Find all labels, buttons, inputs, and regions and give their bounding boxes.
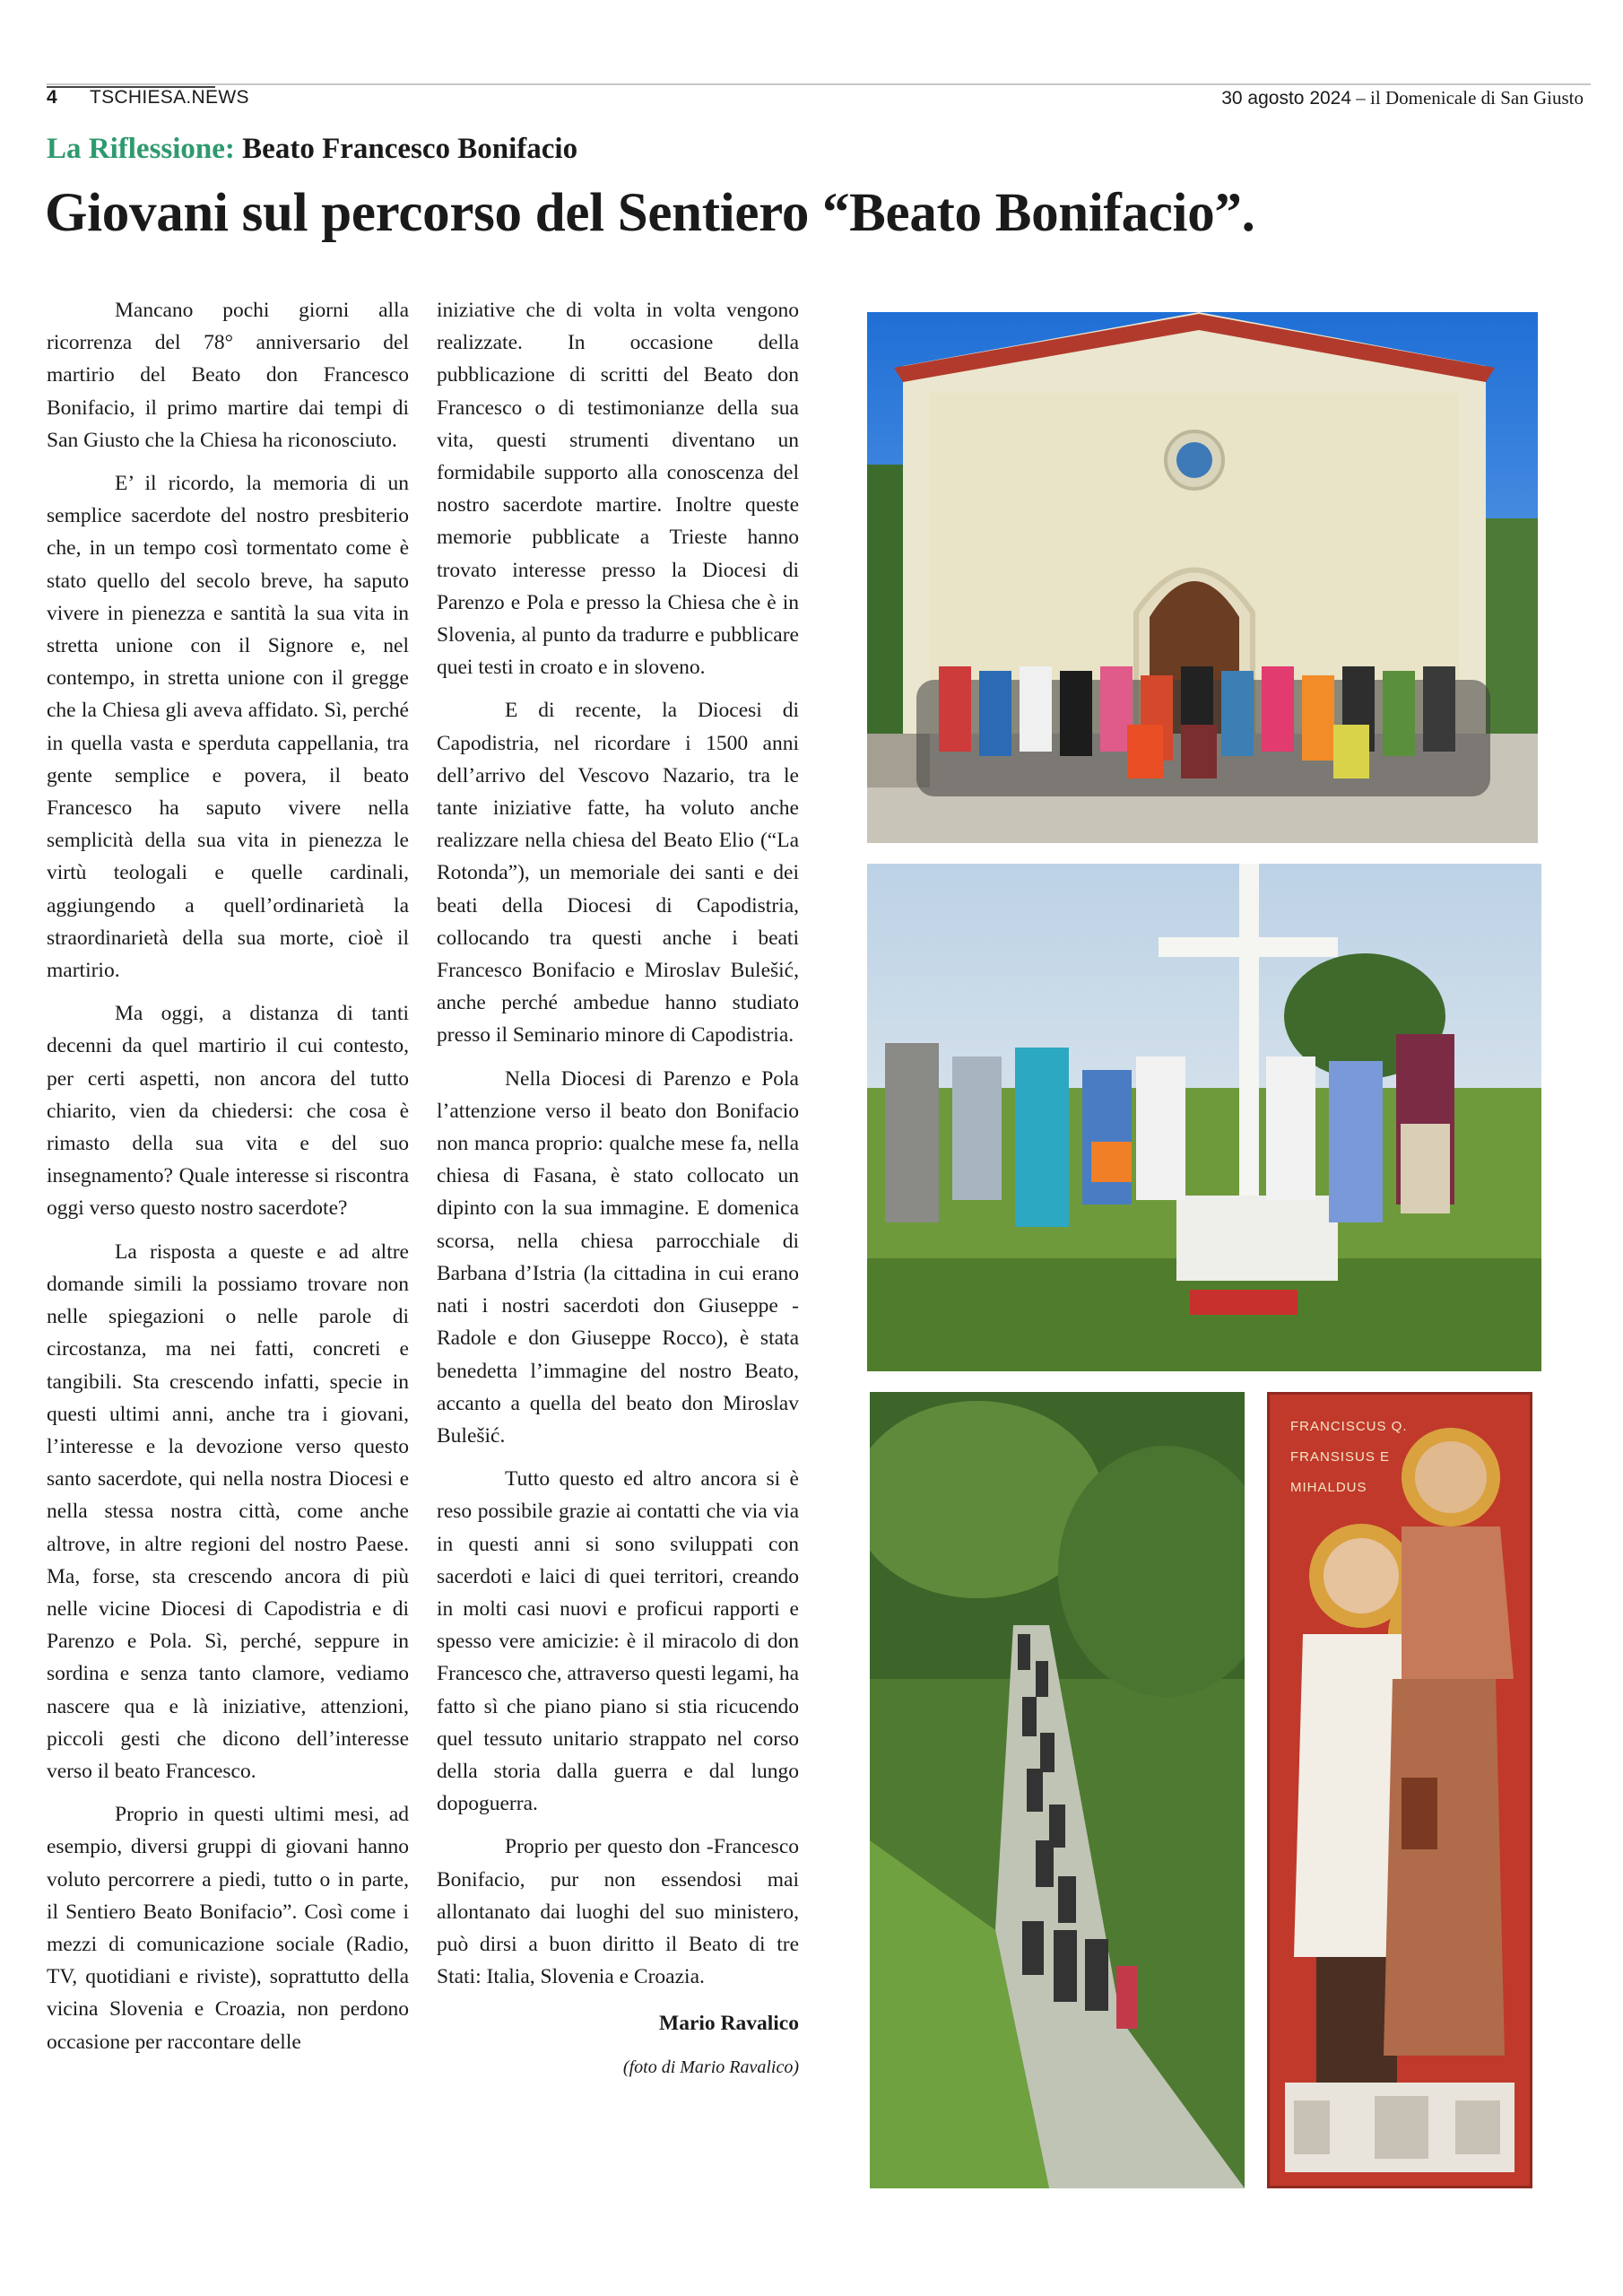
kicker-topic: Beato Francesco Bonifacio: [234, 133, 578, 165]
photo-credit: (foto di Mario Ravalico): [622, 2057, 799, 2077]
article-column-1: [47, 294, 409, 2069]
paragraph: E’ il ricordo, la memoria di un semplice sacerdote del nostro presbiterio che, in un tempo così tormentato come è stato quello del secolo breve, ha saputo vivere in pienezza e santità la sua vita in stretta unione con il Signore e, nel contempo, in stretta unione con il gregge che la Chiesa gli aveva affidato. Sì, perché in quella vasta e sperduta cappellania, tra gente semplice e povera, il beato Francesco ha saputo vivere nella semplicità della sua vita in pienezza le virtù teologali e quelle cardinali, aggiungendo a quell’ordinarietà la straordinarietà della sua morte, cioè il martirio.: [47, 472, 409, 983]
painting-saints: [1267, 1392, 1532, 2188]
site-name: TSCHIESA.NEWS: [90, 87, 249, 108]
page-number: 4: [47, 87, 57, 108]
paragraph: Tutto questo ed altro ancora si è reso possibile grazie ai contatti che via via in questi anni si sono sviluppati con sacerdoti e laici di quei territori, creando in molti casi nuovi e proficui rapporti e spesso vere amicizie: è il miracolo di don Francesco che, attraverso questi legami, ha fatto sì che piano piano si stia ricucendo quel tessuto unitario strappato nel corso della storia dalla guerra e dal lungo dopoguerra.: [437, 1467, 799, 1816]
publication-name: il Domenicale di San Giusto: [1370, 87, 1584, 109]
paragraph: iniziative che di volta in volta vengono realizzate. In occasione della pubblicazione di scritti del Beato don Francesco o di testimonianze della sua vita, questi strumenti diventano un formidabile supporto alla conoscenza del nostro sacerdote martire. Inoltre queste memorie pubblicate a Trieste hanno trovato interesse presso la Diocesi di Parenzo e Pola e presso la Chiesa che è in Slovenia, al punto da tradurre e pubblicare quei testi in croato e in sloveno.: [437, 299, 799, 680]
issue-separator: –: [1351, 87, 1371, 109]
photo-church-group: [867, 312, 1538, 843]
inscription-line: MIHALDUS: [1290, 1480, 1367, 1495]
issue-date: 30 agosto 2024: [1221, 88, 1352, 109]
article-column-2: [437, 294, 799, 2094]
paragraph: Ma oggi, a distanza di tanti decenni da quel martirio il cui contesto, per certi aspetti, non ancora del tutto chiarito, vien da chiedersi: che cosa è rimasto della sua vita e del suo insegnamento? Quale interesse si riscontra oggi verso questo nostro sacerdote?: [47, 1002, 409, 1221]
paragraph: Nella Diocesi di Parenzo e Pola l’attenzione verso il beato don Bonifacio non manca proprio: qualche mese fa, nella chiesa di Fasana, è stato collocato un dipinto con la sua immagine. E domenica scorsa, nella chiesa parrocchiale di Barbana d’Istria (la cittadina in cui erano nati i nostri sacerdoti don Giuseppe -Radole e don Giuseppe Rocco), è stata benedetta l’immagine del nostro Beato, accanto a quella del beato don Miroslav Bulešić.: [437, 1066, 799, 1448]
header-rule: [47, 83, 1591, 85]
paragraph: Proprio per questo don -Francesco Bonifacio, pur non essendosi mai allontanato dai luoghi del suo ministero, può dirsi a buon diritto il Beato di tre Stati: Italia, Slovenia e Croazia.: [437, 1835, 799, 1989]
photo-trail-walkers: [870, 1392, 1245, 2188]
paragraph: E di recente, la Diocesi di Capodistria, nel ricordare i 1500 anni dell’arrivo del Vescovo Nazario, tra le tante iniziative fatte, ha voluto anche realizzare nella chiesa del Beato Elio (“La Rotonda”), un memoriale dei santi e dei beati della Diocesi di Capodistria, collocando tra questi anche i beati Francesco Bonifacio e Miroslav Bulešić, anche perché ambedue hanno studiato presso il Seminario minore di Capodistria.: [437, 699, 799, 1048]
issue-info: [1221, 87, 1584, 109]
photo-cross-group: [867, 864, 1541, 1371]
painting-inscription: [1290, 1412, 1408, 1503]
kicker: [47, 133, 577, 166]
kicker-section: La Riflessione:: [47, 133, 235, 165]
headline: Giovani sul percorso del Sentiero “Beato Bonifacio”.: [45, 183, 1255, 243]
paragraph: La risposta a queste e ad altre domande simili la possiamo trovare non nelle spiegazioni o nelle parole di circostanza, ma nei fatti, concreti e tangibili. Sta crescendo infatti, specie in questi ultimi anni, anche tra i giovani, l’interesse e la devozione verso questo santo sacerdote, qui nella nostra Diocesi e nella stessa nostra città, come anche altrove, in altre regioni del nostro Paese. Ma, forse, sta crescendo ancora di più nelle vicine Diocesi di Capodistria e di Parenzo e Pola. Sì, perché, seppure in sordina e senza tanto clamore, vediamo nascere qua e là iniziative, attenzioni, piccoli gesti che dicono dell’interesse verso il beato Francesco.: [47, 1239, 409, 1783]
paragraph: Mancano pochi giorni alla ricorrenza del 78° anniversario del martirio del Beato don Francesco Bonifacio, il primo martire dai tempi di San Giusto che la Chiesa ha riconosciuto.: [47, 299, 409, 452]
inscription-line: FRANSISUS E: [1290, 1449, 1391, 1465]
inscription-line: FRANCISCUS Q.: [1290, 1419, 1408, 1434]
author-signature: Mario Ravalico: [659, 2012, 799, 2036]
paragraph: Proprio in questi ultimi mesi, ad esempio, diversi gruppi di giovani hanno voluto percorrere a piedi, tutto o in parte, il Sentiero Beato Bonifacio”. Così come i mezzi di comunicazione sociale (Radio, TV, quotidiani e riviste), soprattutto della vicina Slovenia e Croazia, non perdono occasione per raccontare delle: [47, 1803, 409, 2054]
